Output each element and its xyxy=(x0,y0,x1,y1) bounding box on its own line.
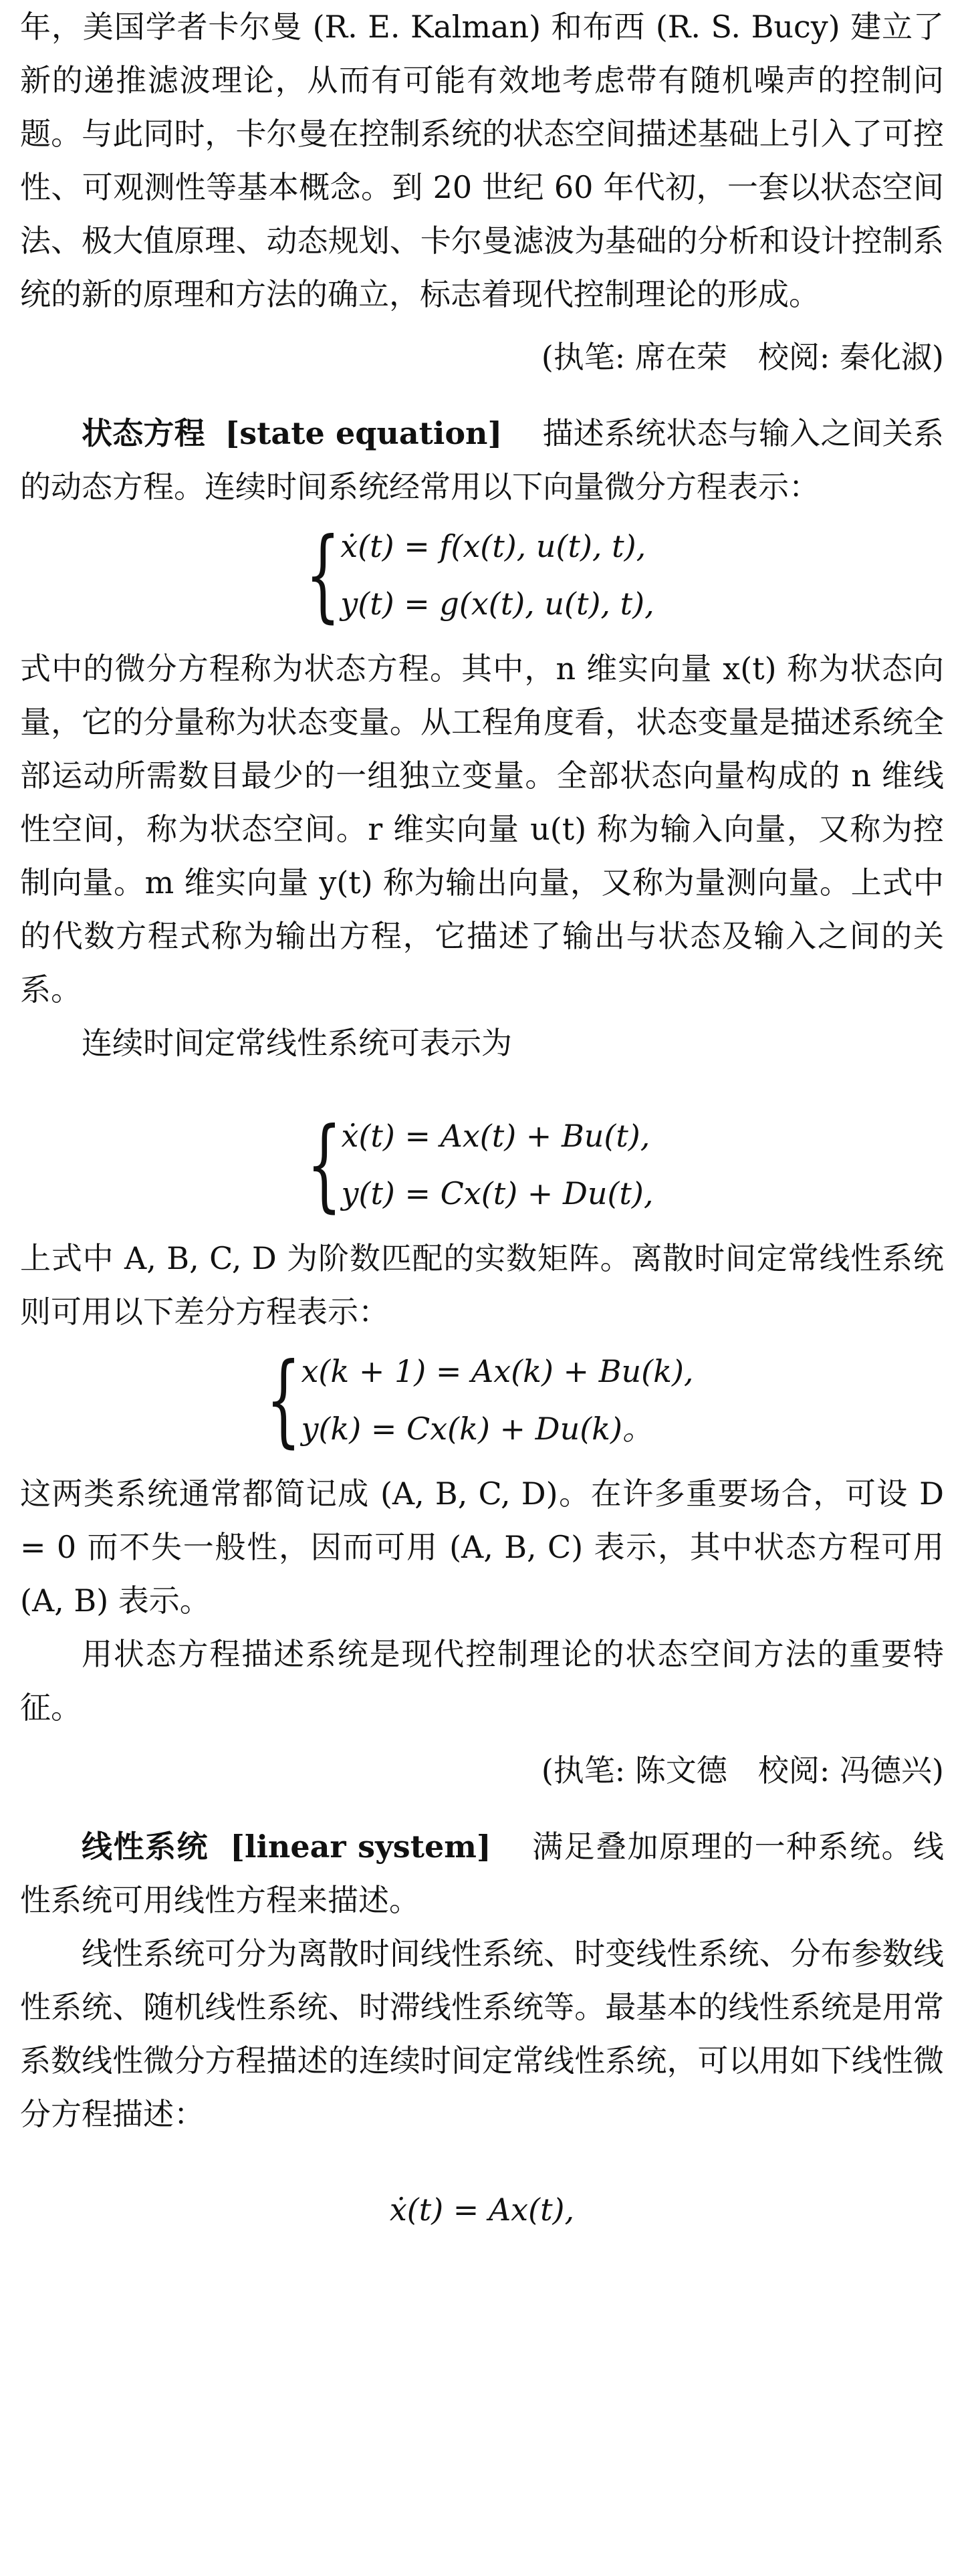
entry-definition: 满足叠加原理的一种系统。线性系统可用线性方程来描述。 xyxy=(20,1829,945,1918)
paragraph: 上式中 A, B, C, D 为阶数匹配的实数矩阵。离散时间定常线性系统则可用以下差分方程表示： xyxy=(20,1240,944,1330)
entry-term: 状态方程 xyxy=(82,415,205,451)
paragraph: 这两类系统通常都简记成 (A, B, C, D)。在许多重要场合，可设 D = 0 而不失一般性，因而可用 (A, B, C) 表示，其中状态方程可用 (A, B) 表示。 xyxy=(20,1476,944,1619)
equation-single: ẋ(t) = Ax(t), xyxy=(389,2192,575,2228)
equation-line: y(t) = Cx(t) + Du(t), xyxy=(341,1175,654,1211)
signature-1: (执笔: 席在荣 校阅: 秦化淑) xyxy=(541,339,944,375)
left-brace: { xyxy=(266,1342,301,1458)
equation-system-2 xyxy=(20,1107,944,1222)
paragraph: 线性系统可分为离散时间线性系统、时变线性系统、分布参数线性系统、随机线性系统、时滞线性系统等。最基本的线性系统是用常系数线性微分方程描述的连续时间定常线性系统，可以用如下线性微分方程描述： xyxy=(20,1936,944,2132)
left-brace: { xyxy=(306,1106,342,1223)
entry-definition: 描述系统状态与输入之间关系的动态方程。连续时间系统经常用以下向量微分方程表示： xyxy=(20,415,944,505)
signature-2: (执笔: 陈文德 校阅: 冯德兴) xyxy=(541,1752,944,1788)
paragraph: 用状态方程描述系统是现代控制理论的状态空间方法的重要特征。 xyxy=(20,1636,944,1726)
left-brace: { xyxy=(306,517,341,633)
paragraph: 连续时间定常线性系统可表示为 xyxy=(82,1025,512,1061)
entry-linear-system xyxy=(20,1820,944,1927)
equation-system-1 xyxy=(20,517,944,632)
entry-english-term: [state equation] xyxy=(225,415,503,451)
entry-state-equation xyxy=(20,406,944,513)
equation-system-3 xyxy=(20,1342,944,1457)
paragraph: 式中的微分方程称为状态方程。其中，n 维实向量 x(t) 称为状态向量，它的分量称为状态变量。从工程角度看，状态变量是描述系统全部运动所需数目最少的一组独立变量。全部状态向量构成的 n 维线性空间，称为状态空间。r 维实向量 u(t) 称为输入向量，又称为控制向量。m 维实向量 y(t) 称为输出向量，又称为量测向量。上式中的代数方程式称为输出方程，它描述了输出与状态及输入之间的关系。 xyxy=(20,651,944,1008)
equation-line: ẋ(t) = Ax(t) + Bu(t), xyxy=(341,1118,650,1154)
top-paragraph: 年，美国学者卡尔曼 (R. E. Kalman) 和布西 (R. S. Bucy) 建立了新的递推滤波理论，从而有可能有效地考虑带有随机噪声的控制问题。与此同时，卡尔曼在控制系统的状态空间描述基础上引入了可控性、可观测性等基本概念。到 20 世纪 60 年代初，一套以状态空间法、极大值原理、动态规划、卡尔曼滤波为基础的分析和设计控制系统的新的原理和方法的确立，标志着现代控制理论的形成。 xyxy=(20,9,944,312)
equation-line: y(t) = g(x(t), u(t), t), xyxy=(340,586,654,622)
entry-term: 线性系统 xyxy=(82,1829,209,1865)
equation-line: y(k) = Cx(k) + Du(k)。 xyxy=(301,1411,653,1447)
entry-english-term: [linear system] xyxy=(230,1829,491,1865)
equation-line: x(k + 1) = Ax(k) + Bu(k), xyxy=(301,1353,694,1389)
equation-line: ẋ(t) = f(x(t), u(t), t), xyxy=(340,528,646,564)
